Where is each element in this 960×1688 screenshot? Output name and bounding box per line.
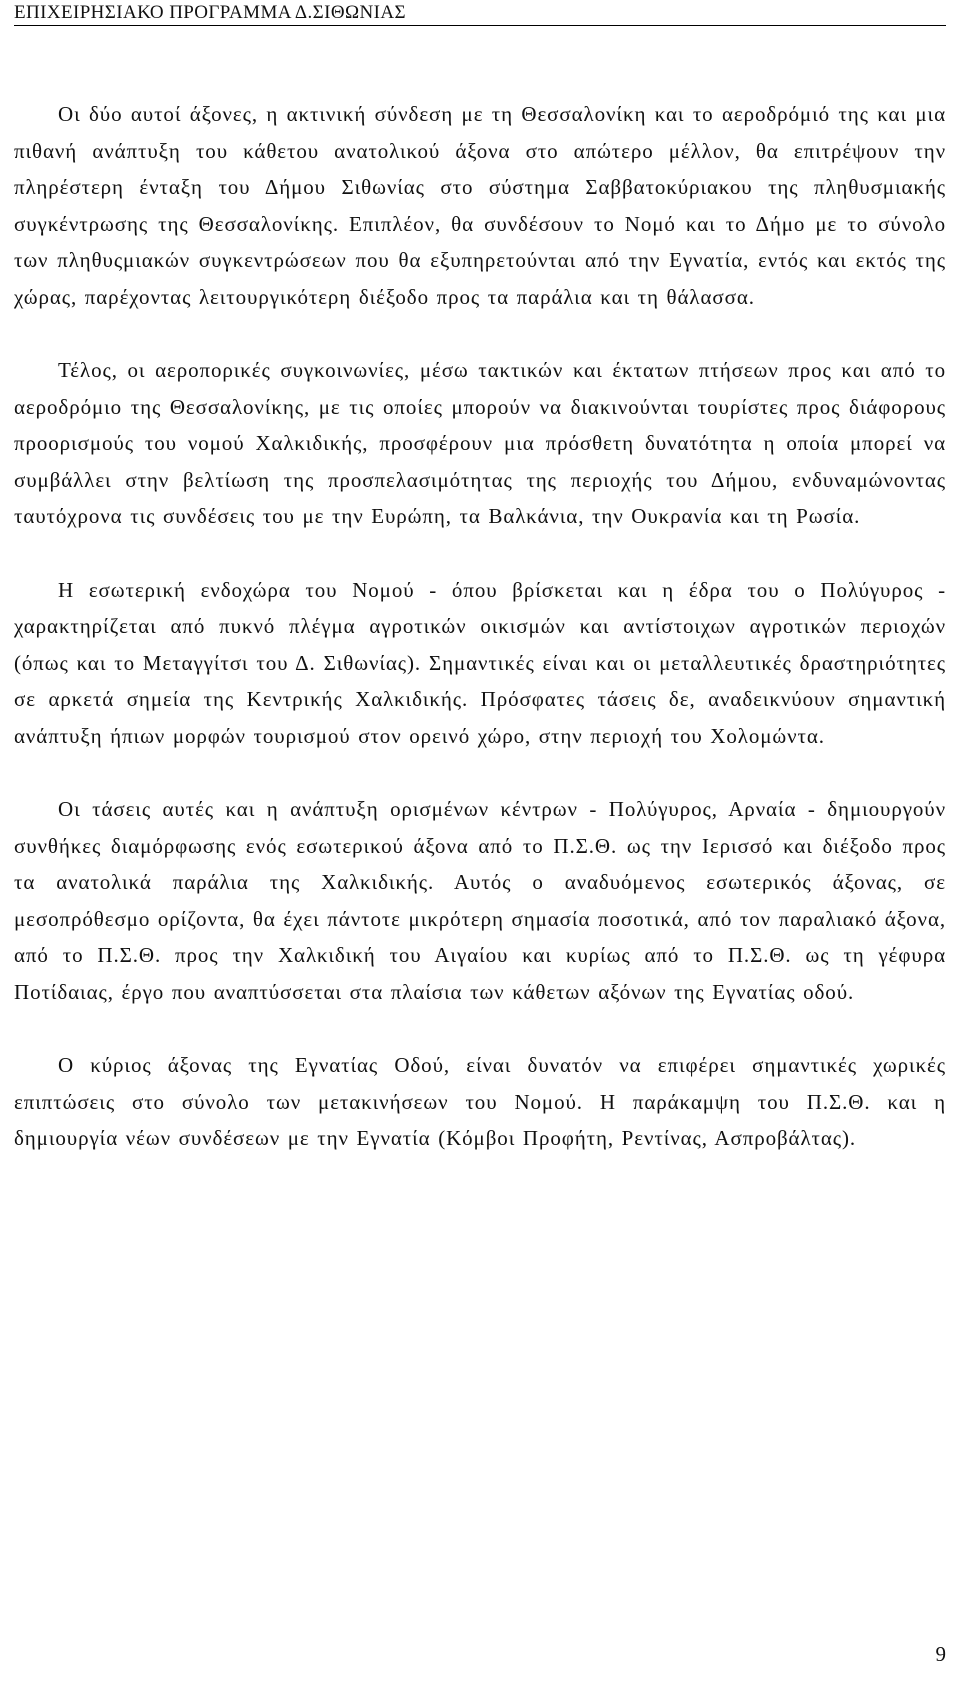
document-body (14, 96, 946, 1194)
paragraph-5: Ο κύριος άξονας της Εγνατίας Οδού, είναι δυνατόν να επιφέρει σημαντικές χωρικές επιπτώσεις στο σύνολο των μετακινήσεων του Νομού. Η παράκαμψη του Π.Σ.Θ. και η δημιουργία νέων συνδέσεων με την Εγνατία (Κόμβοι Προφήτη, Ρεντίνας, Ασπροβάλτας). (14, 1053, 946, 1150)
page-number: 9 (935, 1642, 946, 1666)
document-title: ΕΠΙΧΕΙΡΗΣΙΑΚΟ ΠΡΟΓΡΑΜΜΑ Δ.ΣΙΘΩΝΙΑΣ (14, 2, 406, 23)
page-header (14, 1, 946, 26)
paragraph-4: Οι τάσεις αυτές και η ανάπτυξη ορισμένων κέντρων - Πολύγυρος, Αρναία - δημιουργούν συνθήκες διαμόρφωσης ενός εσωτερικού άξονα από το Π.Σ.Θ. ως την Ιερισσό και διέξοδο προς τα ανατολικά παράλια της Χαλκιδικής. Αυτός ο αναδυόμενος εσωτερικός άξονας, σε μεσοπρόθεσμο ορίζοντα, θα έχει πάντοτε μικρότερη σημασία ποσοτικά, από τον παραλιακό άξονα, από το Π.Σ.Θ. προς την Χαλκιδική του Αιγαίου και κυρίως από το Π.Σ.Θ. ως τη γέφυρα Ποτίδαιας, έργο που αναπτύσσεται στα πλαίσια των κάθετων αξόνων της Εγνατίας οδού. (14, 797, 946, 1004)
paragraph-1: Οι δύο αυτοί άξονες, η ακτινική σύνδεση με τη Θεσσαλονίκη και το αεροδρόμιό της και μια πιθανή ανάπτυξη του κάθετου ανατολικού άξονα στο απώτερο μέλλον, θα επιτρέψουν την πληρέστερη ένταξη του Δήμου Σιθωνίας στο σύστημα Σαββατοκύριακου της πληθυσμιακής συγκέντρωσης της Θεσσαλονίκης. Επιπλέον, θα συνδέσουν το Νομό και το Δήμο με το σύνολο των πληθυςμιακών συγκεντρώσεων που θα εξυπηρετούνται από την Εγνατία, εντός και εκτός της χώρας, παρέχοντας λειτουργικότερη διέξοδο προς τα παράλια και τη θάλασσα. (14, 102, 946, 309)
paragraph-2: Τέλος, οι αεροπορικές συγκοινωνίες, μέσω τακτικών και έκτατων πτήσεων προς και από το αεροδρόμιο της Θεσσαλονίκης, με τις οποίες μπορούν να διακινούνται τουρίστες προς διάφορους προορισμούς του νομού Χαλκιδικής, προσφέρουν μια πρόσθετη δυνατότητα η οποία μπορεί να συμβάλλει στην βελτίωση της προσπελασιμότητας της περιοχής του Δήμου, ενδυναμώνοντας ταυτόχρονα τις συνδέσεις του με την Ευρώπη, τα Βαλκάνια, την Ουκρανία και τη Ρωσία. (14, 358, 946, 528)
paragraph-3: Η εσωτερική ενδοχώρα του Νομού - όπου βρίσκεται και η έδρα του ο Πολύγυρος - χαρακτηρίζεται από πυκνό πλέγμα αγροτικών οικισμών και αντίστοιχων αγροτικών περιοχών (όπως και το Μεταγγίτσι του Δ. Σιθωνίας). Σημαντικές είναι και οι μεταλλευτικές δραστηριότητες σε αρκετά σημεία της Κεντρικής Χαλκιδικής. Πρόσφατες τάσεις δε, αναδεικνύουν σημαντική ανάπτυξη ήπιων μορφών τουρισμού στον ορεινό χώρο, στην περιοχή του Χολομώντα. (14, 577, 946, 748)
